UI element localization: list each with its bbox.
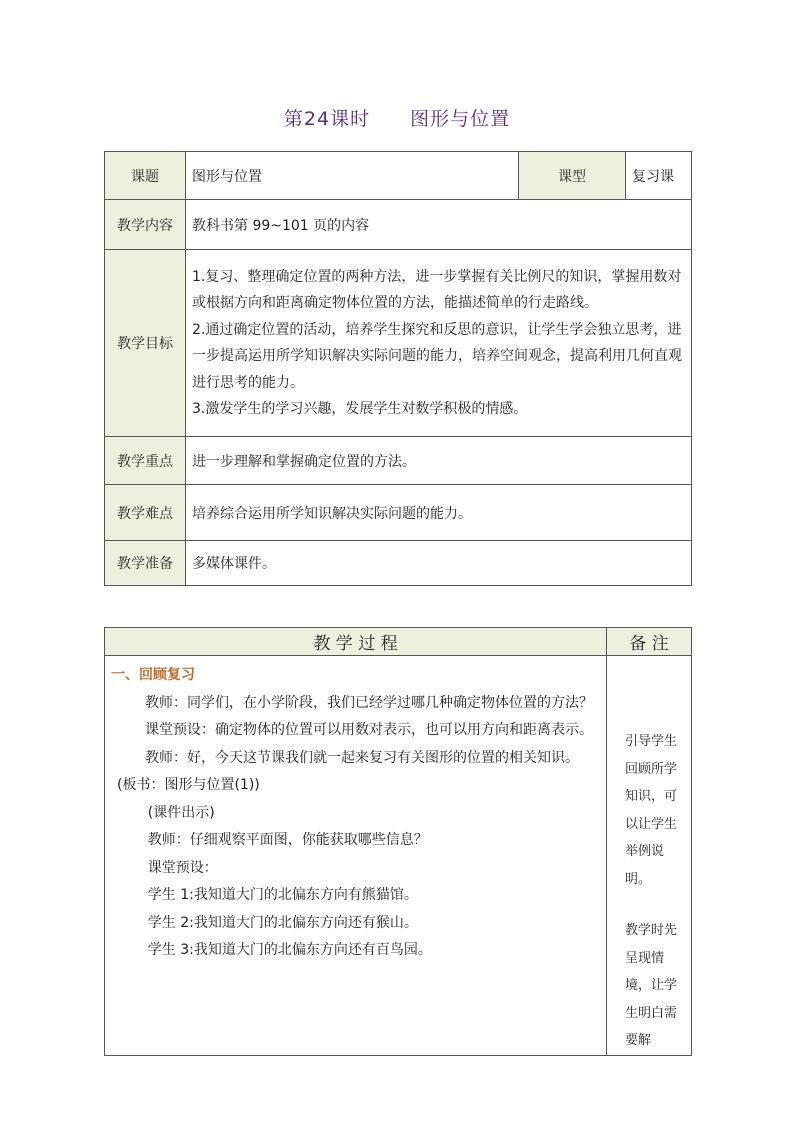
process-line: (课件出示) [147,804,215,821]
key-value: 进一步理解和掌握确定位置的方法。 [186,437,692,485]
content-value: 教科书第 99~101 页的内容 [186,200,692,250]
prep-value: 多媒体课件。 [186,541,692,586]
note-item: 引导学生回顾所学知识，可以让学生举例说明。 [625,734,678,887]
page-title [0,104,794,131]
note-item: 教学时先呈现情境，让学生明白需要解 [625,923,678,1048]
topic-value: 图形与位置 [186,152,519,200]
teaching-process-table [104,627,692,1056]
process-line: 学生 3:我知道大门的北偏东方向还有百鸟园。 [147,942,432,958]
notes-header: 备 注 [607,628,692,656]
process-line: 课堂预设： [147,859,218,876]
lesson-number: 第24课时 [283,108,371,130]
type-value: 复习课 [626,152,692,200]
process-line: 课堂预设：确定物体的位置可以用数对表示，也可以用方向和距离表示。 [145,722,593,738]
goals-cell [186,250,692,437]
process-line: 教师：好，今天这节课我们就一起来复习有关图形的位置的相关知识。(板书：图形与位置(1)) [117,749,579,793]
process-header: 教 学 过 程 [105,628,607,656]
topic-label: 课题 [105,152,186,200]
difficulty-label: 教学难点 [105,485,186,541]
process-body [105,656,607,1056]
content-label: 教学内容 [105,200,186,250]
lesson-topic: 图形与位置 [410,108,511,130]
key-label: 教学重点 [105,437,186,485]
goal-item: 3.激发学生的学习兴趣，发展学生对数学积极的情感。 [192,401,528,417]
section-heading: 一、回顾复习 [111,667,195,683]
goal-item: 1.复习、整理确定位置的两种方法，进一步掌握有关比例尺的知识，掌握用数对或根据方向和距离确定物体位置的方法，能描述简单的行走路线。 [192,268,682,311]
process-line: 学生 1:我知道大门的北偏东方向有熊猫馆。 [147,887,418,903]
process-line: 教师：同学们，在小学阶段，我们已经学过哪几种确定物体位置的方法？ [145,694,593,711]
process-line: 教师：仔细观察平面图，你能获取哪些信息？ [147,832,428,848]
prep-label: 教学准备 [105,541,186,586]
type-label: 课型 [519,152,626,200]
lesson-info-table [104,151,692,586]
difficulty-value: 培养综合运用所学知识解决实际问题的能力。 [186,485,692,541]
goal-item: 2.通过确定位置的活动，培养学生探究和反思的意识，让学生学会独立思考，进一步提高运用所学知识解决实际问题的能力，培养空间观念，提高利用几何直观进行思考的能力。 [192,321,682,391]
goals-label: 教学目标 [105,250,186,437]
process-line: 学生 2:我知道大门的北偏东方向还有猴山。 [147,914,418,931]
notes-cell [607,656,692,1056]
